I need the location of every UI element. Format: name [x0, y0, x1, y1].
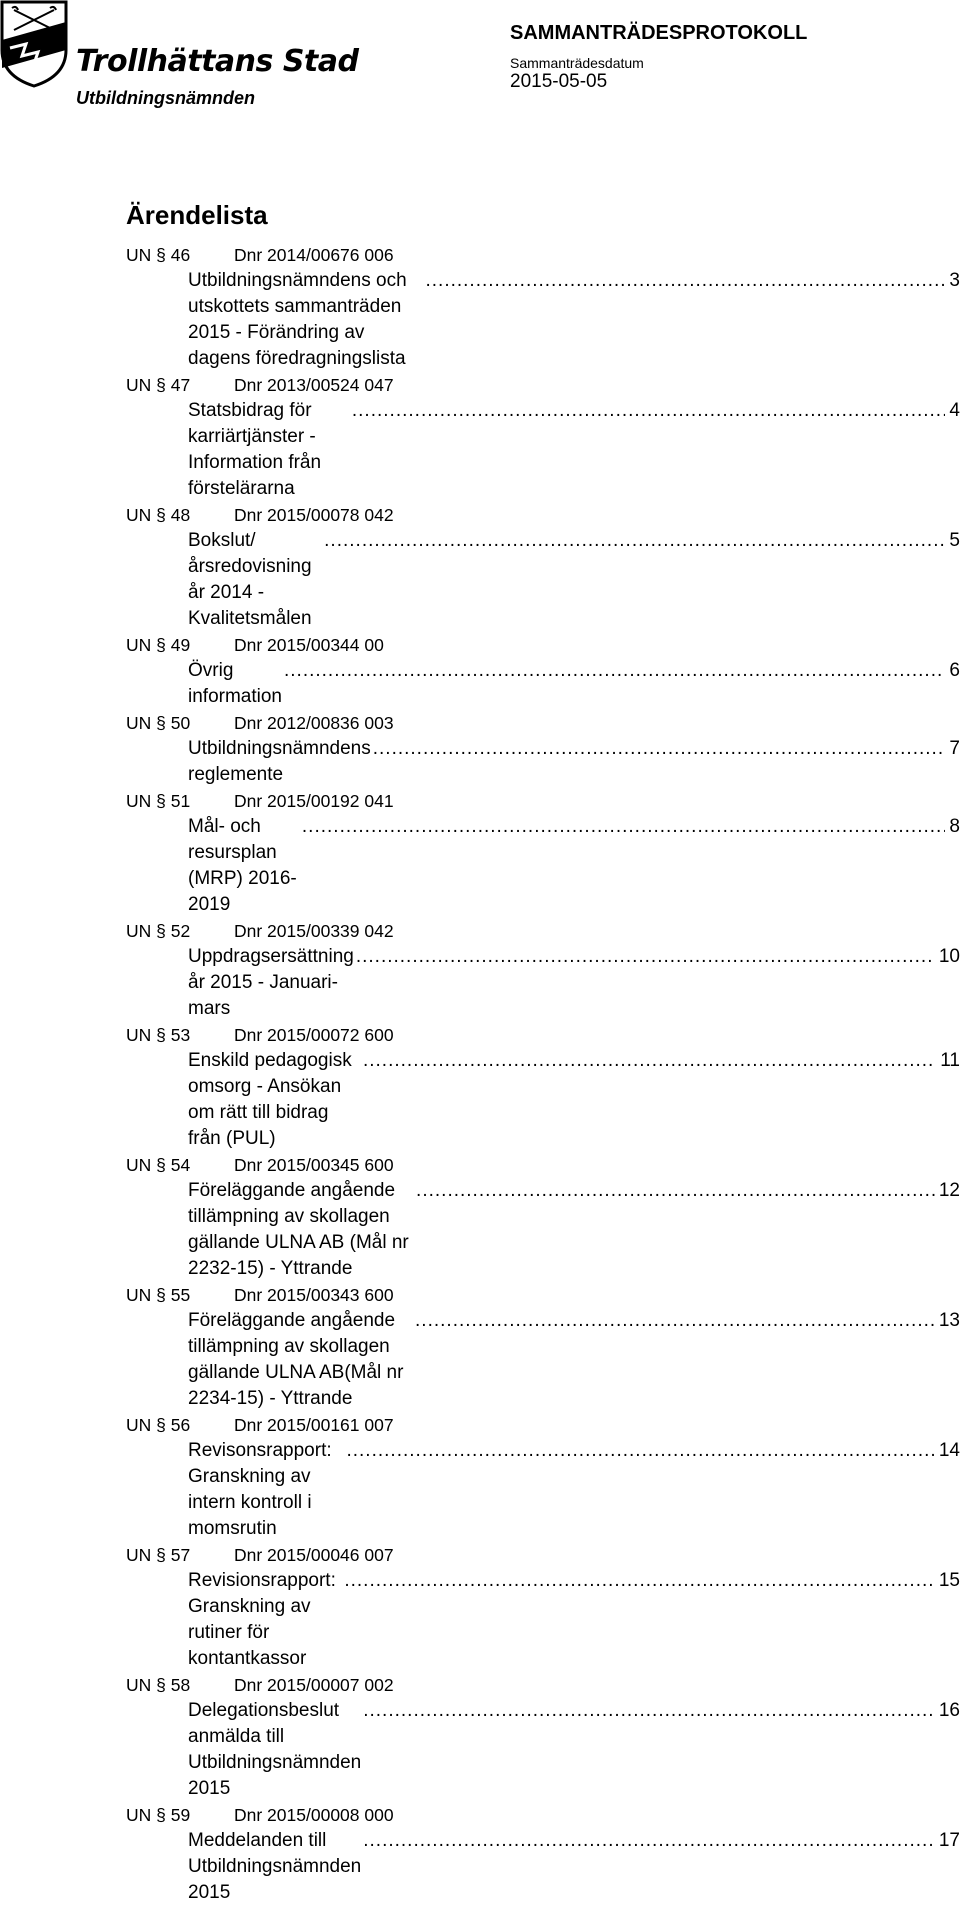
- agenda-item-title-row: [188, 398, 960, 502]
- dot-leader: [363, 1048, 936, 1074]
- page-number: 8: [949, 816, 960, 837]
- paragraph-number: UN § 49: [126, 635, 191, 655]
- agenda-item-title-row: [188, 1568, 960, 1672]
- agenda-item-title: Enskild pedagogisk omsorg - Ansökan om rätt till bidrag från (PUL): [188, 1050, 352, 1149]
- case-number: Dnr 2015/00072 600: [234, 1025, 394, 1045]
- agenda-item-header: [126, 1672, 960, 1698]
- case-number: Dnr 2015/00345 600: [234, 1155, 394, 1175]
- paragraph-number: UN § 50: [126, 713, 191, 733]
- agenda-item-title-row: [188, 1698, 960, 1802]
- paragraph-number: UN § 56: [126, 1415, 191, 1435]
- page-number: 15: [938, 1570, 960, 1591]
- agenda-item-title: Utbildningsnämndens reglemente: [188, 738, 371, 785]
- agenda-item: [126, 788, 960, 918]
- dot-leader: [302, 814, 946, 840]
- agenda-item-title: Mål- och resursplan (MRP) 2016-2019: [188, 816, 297, 915]
- paragraph-number: UN § 52: [126, 921, 191, 941]
- page-number: 13: [938, 1310, 960, 1331]
- agenda-item: [126, 242, 960, 372]
- agenda-item-title: Utbildningsnämndens och utskottets sammanträden 2015 - Förändring av dagens föredragningslista: [188, 270, 407, 369]
- paragraph-number: UN § 53: [126, 1025, 191, 1045]
- page-number: 4: [949, 400, 960, 421]
- case-number: Dnr 2015/00161 007: [234, 1415, 394, 1435]
- page-number: 16: [938, 1700, 960, 1721]
- page-number: 11: [940, 1050, 960, 1071]
- agenda-list: [126, 242, 960, 1906]
- agenda-item-title: Uppdragsersättning år 2015 - Januari-mars: [188, 946, 354, 1019]
- meeting-date-label: Sammanträdesdatum: [510, 55, 644, 71]
- agenda-item-title-row: [188, 944, 960, 1022]
- agenda-item-title: Bokslut/årsredovisning år 2014 - Kvalitetsmålen: [188, 530, 312, 629]
- page-number: 12: [938, 1180, 960, 1201]
- case-number: Dnr 2015/00078 042: [234, 505, 394, 525]
- agenda-item-title: Revisionsrapport: Granskning av rutiner för kontantkassor: [188, 1570, 336, 1669]
- agenda-item-title: Statsbidrag för karriärtjänster - Information från förstelärarna: [188, 400, 322, 499]
- paragraph-number: UN § 59: [126, 1805, 191, 1825]
- agenda-item-title-row: [188, 658, 960, 710]
- agenda-item-header: [126, 918, 960, 944]
- coat-of-arms-logo-icon: [0, 0, 68, 88]
- paragraph-number: UN § 47: [126, 375, 191, 395]
- agenda-item-title: Delegationsbeslut anmälda till Utbildningsnämnden 2015: [188, 1700, 362, 1799]
- committee-name: Utbildningsnämnden: [76, 88, 255, 108]
- dot-leader: [415, 1308, 935, 1334]
- page-number: 3: [949, 270, 960, 291]
- agenda-item-title: Meddelanden till Utbildningsnämnden 2015: [188, 1830, 362, 1903]
- case-number: Dnr 2013/00524 047: [234, 375, 394, 395]
- agenda-item-title-row: [188, 814, 960, 918]
- paragraph-number: UN § 46: [126, 245, 191, 265]
- agenda-item-header: [126, 1542, 960, 1568]
- agenda-item: [126, 1282, 960, 1412]
- agenda-item: [126, 502, 960, 632]
- agenda-item: [126, 372, 960, 502]
- agenda-item-title: Övrig information: [188, 660, 282, 707]
- agenda-item: [126, 1542, 960, 1672]
- case-number: Dnr 2012/00836 003: [234, 713, 394, 733]
- agenda-item-title-row: [188, 1308, 960, 1412]
- agenda-item: [126, 632, 960, 710]
- agenda-item: [126, 710, 960, 788]
- agenda-item: [126, 1412, 960, 1542]
- agenda-item-header: [126, 502, 960, 528]
- agenda-item-title-row: [188, 1438, 960, 1542]
- agenda-item-header: [126, 242, 960, 268]
- dot-leader: [352, 398, 946, 424]
- agenda-item: [126, 1672, 960, 1802]
- agenda-item-header: [126, 1152, 960, 1178]
- dot-leader: [284, 658, 945, 684]
- agenda-item-title: Föreläggande angående tillämpning av skollagen gällande ULNA AB(Mål nr 2234-15) - Yttrande: [188, 1310, 404, 1409]
- page-number: 14: [938, 1440, 960, 1461]
- agenda-item-header: [126, 1802, 960, 1828]
- agenda-item-title-row: [188, 736, 960, 788]
- document-type-title: SAMMANTRÄDESPROTOKOLL: [510, 22, 808, 44]
- page-number: 6: [949, 660, 960, 681]
- agenda-item-title: Revisonsrapport: Granskning av intern kontroll i momsrutin: [188, 1440, 332, 1539]
- agenda-item-header: [126, 1412, 960, 1438]
- agenda-item-header: [126, 788, 960, 814]
- agenda-item-title-row: [188, 1828, 960, 1906]
- agenda-item-title-row: [188, 1178, 960, 1282]
- case-number: Dnr 2015/00046 007: [234, 1545, 394, 1565]
- paragraph-number: UN § 51: [126, 791, 191, 811]
- case-number: Dnr 2015/00008 000: [234, 1805, 394, 1825]
- agenda-item: [126, 1802, 960, 1906]
- agenda-item-header: [126, 1282, 960, 1308]
- dot-leader: [416, 1178, 935, 1204]
- agenda-item-header: [126, 372, 960, 398]
- paragraph-number: UN § 54: [126, 1155, 191, 1175]
- page-number: 5: [949, 530, 960, 551]
- agenda-item-header: [126, 710, 960, 736]
- agenda-item: [126, 1152, 960, 1282]
- dot-leader: [346, 1438, 934, 1464]
- agenda-item-header: [126, 1022, 960, 1048]
- dot-leader: [356, 944, 935, 970]
- paragraph-number: UN § 57: [126, 1545, 191, 1565]
- page-number: 7: [949, 738, 960, 759]
- agenda-item-header: [126, 632, 960, 658]
- dot-leader: [363, 1698, 935, 1724]
- agenda-item-title-row: [188, 268, 960, 372]
- case-number: Dnr 2015/00343 600: [234, 1285, 394, 1305]
- page-number: 10: [938, 946, 960, 967]
- agenda-item-title-row: [188, 1048, 960, 1152]
- document-header: [0, 0, 960, 120]
- dot-leader: [425, 268, 945, 294]
- dot-leader: [344, 1568, 935, 1594]
- paragraph-number: UN § 58: [126, 1675, 191, 1695]
- case-number: Dnr 2014/00676 006: [234, 245, 394, 265]
- dot-leader: [363, 1828, 935, 1854]
- agenda-item: [126, 918, 960, 1022]
- case-number: Dnr 2015/00192 041: [234, 791, 394, 811]
- agenda-title: Ärendelista: [126, 200, 268, 230]
- case-number: Dnr 2015/00344 00: [234, 635, 384, 655]
- case-number: Dnr 2015/00339 042: [234, 921, 394, 941]
- logo-wordmark: Trollhättans Stad: [76, 44, 359, 79]
- page-number: 17: [938, 1830, 960, 1851]
- paragraph-number: UN § 48: [126, 505, 191, 525]
- agenda-item-title: Föreläggande angående tillämpning av skollagen gällande ULNA AB (Mål nr 2232-15) - Yttrande: [188, 1180, 409, 1279]
- paragraph-number: UN § 55: [126, 1285, 191, 1305]
- dot-leader: [324, 528, 945, 554]
- agenda-item-title-row: [188, 528, 960, 632]
- meeting-date-value: 2015-05-05: [510, 71, 608, 92]
- agenda-item: [126, 1022, 960, 1152]
- case-number: Dnr 2015/00007 002: [234, 1675, 394, 1695]
- dot-leader: [373, 736, 946, 762]
